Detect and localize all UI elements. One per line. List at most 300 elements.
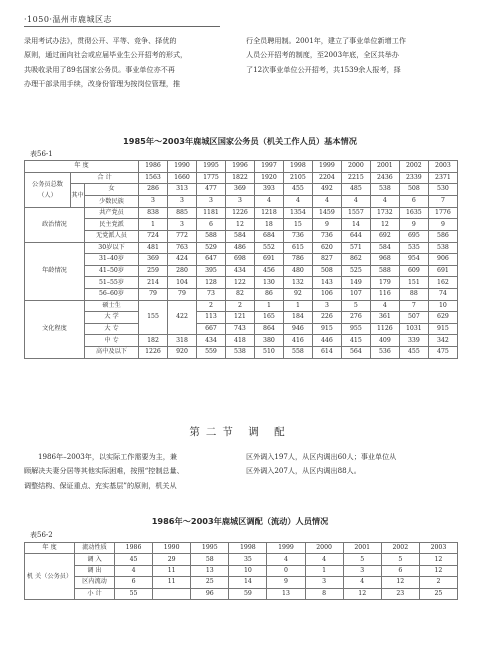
table-cell: 667: [196, 323, 225, 335]
table-row: [25, 288, 458, 300]
table-cell: 1660: [168, 172, 197, 184]
year-header: 2003: [419, 543, 457, 554]
table-cell: 409: [370, 335, 399, 347]
table-cell: 1: [254, 300, 283, 312]
table-cell: 13: [267, 588, 305, 599]
row-label: 大 专: [85, 323, 139, 335]
year-header: 2002: [399, 161, 428, 173]
table-cell: 786: [283, 254, 312, 266]
row-label: 41–50岁: [85, 265, 139, 277]
table-cell: 559: [196, 346, 225, 358]
row-label: 中 专: [85, 335, 139, 347]
table-row: [25, 565, 458, 576]
table-cell: 424: [168, 254, 197, 266]
table-row: [25, 312, 458, 324]
text-line: 行全员聘用制。2001年，建立了事业单位新增工作: [246, 36, 406, 45]
table-cell: 3: [139, 195, 168, 207]
group-label: 政治情况: [25, 207, 85, 242]
table-cell: 529: [196, 242, 225, 254]
table-cell: 614: [312, 346, 341, 358]
year-header: 2002: [381, 543, 419, 554]
table-cell: [153, 588, 191, 599]
section-title: 第二节 调 配: [189, 426, 291, 438]
transfer-table: [24, 542, 458, 600]
row-label: 31–40岁: [85, 254, 139, 266]
year-header: 2001: [343, 543, 381, 554]
table-cell: 9: [312, 219, 341, 231]
table-cell: 2105: [283, 172, 312, 184]
table-cell: 128: [196, 277, 225, 289]
group-label: 文化程度: [25, 300, 85, 358]
table-cell: 45: [115, 554, 153, 565]
table-row: [25, 184, 458, 196]
table-cell: 2: [196, 300, 225, 312]
row-label: 大 学: [85, 312, 139, 324]
table-row: [25, 300, 458, 312]
table-cell: 380: [254, 335, 283, 347]
table-cell: 14: [229, 577, 267, 588]
table-cell: 369: [225, 184, 254, 196]
table-cell: 1: [283, 300, 312, 312]
table-cell: 584: [225, 230, 254, 242]
table-cell: 955: [341, 323, 370, 335]
table-cell: 58: [191, 554, 229, 565]
table-cell: 1218: [254, 207, 283, 219]
table-cell: 8: [305, 588, 343, 599]
header-rule: [24, 26, 220, 27]
table-cell: 620: [312, 242, 341, 254]
table-cell: 1031: [399, 323, 428, 335]
table-cell: 968: [370, 254, 399, 266]
table-cell: 434: [196, 335, 225, 347]
table-cell: 418: [225, 335, 254, 347]
row-label: 合 计: [71, 172, 139, 184]
table-cell: 151: [399, 277, 428, 289]
table-cell: 3: [168, 195, 197, 207]
table-row: [25, 242, 458, 254]
body-paragraph-right: [246, 450, 458, 479]
table-cell: 2371: [428, 172, 457, 184]
table-cell: 2204: [312, 172, 341, 184]
table-cell: 862: [341, 254, 370, 266]
table-cell: 88: [399, 288, 428, 300]
table-cell: 79: [168, 288, 197, 300]
table-cell: 9: [267, 577, 305, 588]
table-cell: 1557: [341, 207, 370, 219]
table-cell: 647: [196, 254, 225, 266]
text-line: 人员公开招考的制度，至2003年底，全区共举办: [246, 50, 399, 60]
row-label: 女: [85, 184, 139, 196]
table-cell: 480: [283, 265, 312, 277]
table-cell: 3: [312, 300, 341, 312]
text-line: 区外调入207人，从区内调出88人。: [246, 466, 361, 476]
table-cell: 9: [428, 219, 457, 231]
table-cell: 226: [312, 312, 341, 324]
table-cell: 838: [139, 207, 168, 219]
table-cell: 2: [225, 300, 254, 312]
intro-paragraph-right: [246, 34, 458, 77]
table-cell: 29: [153, 554, 191, 565]
table-cell: 13: [191, 565, 229, 576]
table-cell: 162: [428, 277, 457, 289]
table-cell: 415: [341, 335, 370, 347]
table-cell: 11: [153, 577, 191, 588]
table-row: [25, 161, 458, 173]
table1-label: 表56-1: [30, 150, 53, 158]
table-cell: 552: [254, 242, 283, 254]
table-cell: 1775: [196, 172, 225, 184]
table-cell: 586: [428, 230, 457, 242]
table-cell: 113: [196, 312, 225, 324]
row-label: 小 计: [75, 588, 115, 599]
year-header: 2000: [305, 543, 343, 554]
row-label: 调 入: [75, 554, 115, 565]
year-header: 1990: [153, 543, 191, 554]
table-cell: 4: [312, 195, 341, 207]
table-cell: 116: [370, 288, 399, 300]
table-cell: 12: [419, 554, 457, 565]
table-cell: 149: [341, 277, 370, 289]
table-cell: 107: [341, 288, 370, 300]
table-cell: 342: [428, 335, 457, 347]
table-cell: 1226: [139, 346, 168, 358]
table-row: [25, 265, 458, 277]
table-cell: 4: [343, 577, 381, 588]
table-cell: 743: [225, 323, 254, 335]
table-cell: 395: [196, 265, 225, 277]
table-cell: 477: [196, 184, 225, 196]
year-header: 1997: [254, 161, 283, 173]
table-row: [25, 588, 458, 599]
table-cell: 10: [229, 565, 267, 576]
table-cell: 1635: [399, 207, 428, 219]
table-cell: 558: [283, 346, 312, 358]
table-cell: 143: [312, 277, 341, 289]
table-cell: 6: [399, 195, 428, 207]
table-cell: 2: [419, 577, 457, 588]
table-cell: 104: [168, 277, 197, 289]
table-cell: 5: [343, 554, 381, 565]
table-cell: 184: [283, 312, 312, 324]
table-cell: 182: [139, 335, 168, 347]
table-cell: 538: [428, 242, 457, 254]
table-cell: 885: [168, 207, 197, 219]
table-row: [25, 323, 458, 335]
table-cell: 827: [312, 254, 341, 266]
table-cell: 864: [254, 323, 283, 335]
table-cell: 538: [370, 184, 399, 196]
text-line: 办理干部录用手续，改身份管理为按岗位管理，推: [24, 78, 181, 88]
table-cell: 0: [267, 565, 305, 576]
table-cell: 86: [254, 288, 283, 300]
table-cell: 536: [370, 346, 399, 358]
table-cell: 9: [399, 219, 428, 231]
table-cell: 4: [370, 195, 399, 207]
table-cell: 122: [225, 277, 254, 289]
table-cell: 588: [370, 265, 399, 277]
table-cell: 588: [196, 230, 225, 242]
table-cell: 481: [139, 242, 168, 254]
table-cell: 12: [381, 577, 419, 588]
table-cell: 2215: [341, 172, 370, 184]
table-cell: 1181: [196, 207, 225, 219]
row-label: 51–55岁: [85, 277, 139, 289]
table-cell: 538: [225, 346, 254, 358]
table-row: [25, 346, 458, 358]
year-header: 1995: [196, 161, 225, 173]
table-cell: 946: [283, 323, 312, 335]
table-cell: 1776: [428, 207, 457, 219]
header-cell: 流动性质: [75, 543, 115, 554]
table-row: [25, 207, 458, 219]
table-cell: 434: [225, 265, 254, 277]
table-cell: 6: [196, 219, 225, 231]
table-row: [25, 554, 458, 565]
table-cell: 313: [168, 184, 197, 196]
text-line: 调整结构、保证重点、充实基层”的原则，机关从: [24, 480, 177, 490]
table-cell: 691: [254, 254, 283, 266]
table-row: [25, 277, 458, 289]
table-cell: 446: [312, 335, 341, 347]
table-cell: 4: [267, 554, 305, 565]
body-paragraph-left: [24, 450, 228, 493]
row-label: 硕士生: [85, 300, 139, 312]
table-cell: 74: [428, 288, 457, 300]
table-cell: 6: [381, 565, 419, 576]
table-cell: 724: [139, 230, 168, 242]
row-label: 共产党员: [85, 207, 139, 219]
table-cell: 369: [139, 254, 168, 266]
table-cell: 59: [229, 588, 267, 599]
table-cell: 954: [399, 254, 428, 266]
table-row: [25, 577, 458, 588]
text-line: 顾解决夫妻分居等其他实际困难，按照“控制总量、: [24, 466, 184, 476]
table-cell: 422: [168, 300, 197, 335]
table-cell: 691: [428, 265, 457, 277]
text-line: 原则，通过面向社会或应届毕业生公开招考的形式，: [24, 50, 188, 60]
year-header: 2000: [341, 161, 370, 173]
row-label: 高中及以下: [85, 346, 139, 358]
table-cell: 393: [254, 184, 283, 196]
table-cell: 695: [399, 230, 428, 242]
table-cell: 3: [168, 219, 197, 231]
table-cell: 1: [139, 219, 168, 231]
table-cell: 1732: [370, 207, 399, 219]
table-cell: 629: [428, 312, 457, 324]
table-cell: 684: [254, 230, 283, 242]
table-cell: 318: [168, 335, 197, 347]
table-cell: 456: [254, 265, 283, 277]
year-header: 1998: [229, 543, 267, 554]
table-cell: 4: [370, 300, 399, 312]
table-row: [25, 219, 458, 231]
table-cell: 92: [283, 288, 312, 300]
table-cell: 692: [370, 230, 399, 242]
table-cell: 155: [139, 300, 168, 335]
table2-title: 1986年～2003年鹿城区调配（流动）人员情况: [151, 516, 329, 526]
table-cell: 1: [305, 565, 343, 576]
table-cell: 12: [419, 565, 457, 576]
table-cell: 485: [341, 184, 370, 196]
text-line: 了12次事业单位公开招考，共1539余人报考，择: [246, 64, 401, 74]
table-cell: 106: [312, 288, 341, 300]
table-cell: 3: [225, 195, 254, 207]
table-cell: 179: [370, 277, 399, 289]
table-cell: 736: [312, 230, 341, 242]
table-cell: 698: [225, 254, 254, 266]
table2-label: 表56-2: [30, 531, 53, 539]
table-cell: 35: [229, 554, 267, 565]
year-header: 1999: [267, 543, 305, 554]
year-header: 1999: [312, 161, 341, 173]
table-cell: 510: [254, 346, 283, 358]
text-line: 录用考试办法》，贯彻公开、平等、竞争、择优的: [24, 36, 177, 45]
table-cell: 535: [399, 242, 428, 254]
table-cell: 11: [153, 565, 191, 576]
table-cell: 280: [168, 265, 197, 277]
table-cell: 7: [399, 300, 428, 312]
table-cell: 276: [341, 312, 370, 324]
table-cell: 2339: [399, 172, 428, 184]
table-cell: 609: [399, 265, 428, 277]
row-label: 民主党派: [85, 219, 139, 231]
header-cell: 年 度: [25, 543, 75, 554]
table-cell: 23: [381, 588, 419, 599]
table-cell: 1226: [225, 207, 254, 219]
table-cell: 564: [341, 346, 370, 358]
row-label: 30岁以下: [85, 242, 139, 254]
table-cell: 339: [399, 335, 428, 347]
table-cell: 4: [341, 195, 370, 207]
text-line: 共吸收录用了89名国家公务员。事业单位亦不再: [24, 64, 175, 74]
table-cell: 165: [254, 312, 283, 324]
text-line: 1986年–2003年，以实际工作需要为主，兼: [38, 452, 177, 461]
row-label: 无党派人员: [85, 230, 139, 242]
table-cell: 915: [428, 323, 457, 335]
table-cell: 920: [168, 346, 197, 358]
table-cell: 7: [428, 195, 457, 207]
table-cell: 4: [254, 195, 283, 207]
table-cell: 10: [428, 300, 457, 312]
table-cell: 4: [283, 195, 312, 207]
table-cell: 18: [254, 219, 283, 231]
table-cell: 1822: [225, 172, 254, 184]
table-row: [25, 335, 458, 347]
table-cell: 763: [168, 242, 197, 254]
group-label: 年龄情况: [25, 242, 85, 300]
table-cell: 644: [341, 230, 370, 242]
table-cell: 906: [428, 254, 457, 266]
table-cell: 3: [305, 577, 343, 588]
table-cell: 25: [191, 577, 229, 588]
table-cell: 96: [191, 588, 229, 599]
table-cell: 259: [139, 265, 168, 277]
table-cell: 25: [419, 588, 457, 599]
table-cell: 6: [115, 577, 153, 588]
row-label: 调 出: [75, 565, 115, 576]
table-cell: 455: [399, 346, 428, 358]
table-cell: 1920: [254, 172, 283, 184]
table-cell: 915: [312, 323, 341, 335]
row-label: 56–60岁: [85, 288, 139, 300]
table-cell: 12: [225, 219, 254, 231]
row-label: 少数民族: [85, 195, 139, 207]
table1-title: 1985年～2003年鹿城区国家公务员（机关工作人员）基本情况: [123, 136, 357, 146]
table-cell: 508: [312, 265, 341, 277]
table-cell: 1459: [312, 207, 341, 219]
table-cell: 772: [168, 230, 197, 242]
year-header: 2001: [370, 161, 399, 173]
table-cell: 361: [370, 312, 399, 324]
table-cell: 121: [225, 312, 254, 324]
table-cell: 525: [341, 265, 370, 277]
table-cell: 1563: [139, 172, 168, 184]
civil-servant-table: [24, 160, 458, 359]
header-cell: 年 度: [25, 161, 139, 173]
table-cell: 130: [254, 277, 283, 289]
year-header: 1996: [225, 161, 254, 173]
year-header: 2003: [428, 161, 457, 173]
year-header: 1998: [283, 161, 312, 173]
table-cell: 1126: [370, 323, 399, 335]
table-cell: 508: [399, 184, 428, 196]
table-cell: 5: [381, 554, 419, 565]
table-cell: 15: [283, 219, 312, 231]
table-cell: 286: [139, 184, 168, 196]
running-header: ·1050·温州市鹿城区志: [24, 15, 112, 24]
table-cell: 12: [343, 588, 381, 599]
table-cell: 4: [305, 554, 343, 565]
row-label: 区内流动: [75, 577, 115, 588]
table-cell: 416: [283, 335, 312, 347]
table-cell: 4: [115, 565, 153, 576]
year-header: 1990: [168, 161, 197, 173]
year-header: 1986: [139, 161, 168, 173]
table-cell: 736: [283, 230, 312, 242]
year-header: 1986: [115, 543, 153, 554]
intro-paragraph-left: [24, 34, 228, 91]
table-cell: 530: [428, 184, 457, 196]
table-row: [25, 254, 458, 266]
table-cell: 3: [343, 565, 381, 576]
table-cell: 55: [115, 588, 153, 599]
table-cell: 507: [399, 312, 428, 324]
group-label: 机 关（公务员）: [25, 554, 75, 600]
year-header: 1995: [191, 543, 229, 554]
table-row: [25, 543, 458, 554]
table-cell: 486: [225, 242, 254, 254]
table-cell: 2436: [370, 172, 399, 184]
table-cell: 492: [312, 184, 341, 196]
table-cell: 3: [196, 195, 225, 207]
table-row: [25, 172, 458, 184]
table-row: [25, 230, 458, 242]
table-cell: 214: [139, 277, 168, 289]
table-cell: 475: [428, 346, 457, 358]
table-cell: 5: [341, 300, 370, 312]
table-cell: 14: [341, 219, 370, 231]
table-cell: 82: [225, 288, 254, 300]
table-cell: 1354: [283, 207, 312, 219]
table-cell: 615: [283, 242, 312, 254]
table-cell: 571: [341, 242, 370, 254]
text-line: 区外调入197人，从区内调出60人；事业单位从: [246, 452, 397, 461]
table-cell: 455: [283, 184, 312, 196]
table-cell: 132: [283, 277, 312, 289]
group-label: 公务员总数（人）: [25, 172, 71, 207]
table-cell: 73: [196, 288, 225, 300]
table-cell: 584: [370, 242, 399, 254]
